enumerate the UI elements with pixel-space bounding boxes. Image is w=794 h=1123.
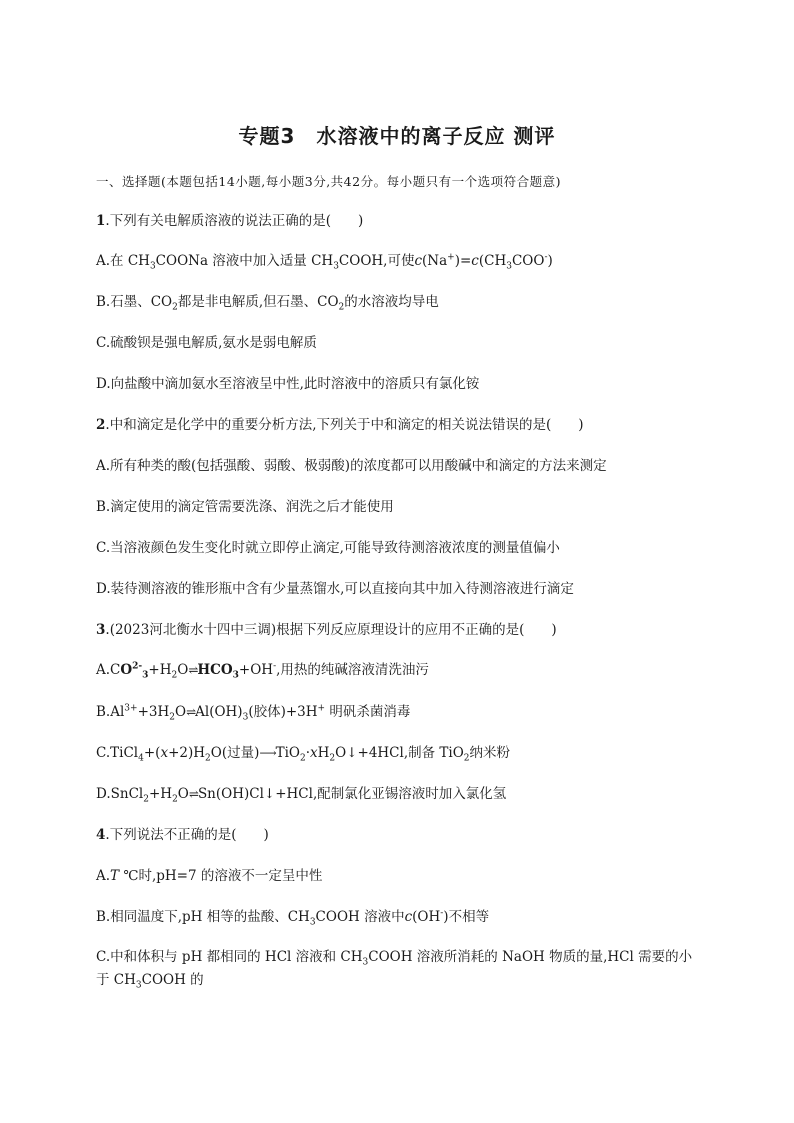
question-number: 3 — [96, 622, 106, 638]
question-1-option-c: C.硫酸钡是强电解质,氨水是弱电解质 — [96, 335, 317, 351]
question-3-option-c: $C.TiCl_4+(x+2)H_2O$(过量)$⟶TiO_2\cdot xH_2O↓+4HCl$,制备 TiO$_2$纳米粉 — [96, 745, 511, 764]
question-2-option-d: D.装待测溶液的锥形瓶中含有少量蒸馏水,可以直接向其中加入待测溶液进行滴定 — [96, 581, 574, 597]
equilibrium-arrow-icon: ⇌ — [188, 787, 198, 801]
question-4-stem: 4.下列说法不正确的是( ) — [96, 827, 269, 843]
question-2-stem: 2.中和滴定是化学中的重要分析方法,下列关于中和滴定的相关说法错误的是( ) — [96, 417, 584, 433]
reaction-arrow-icon: ⟶ — [259, 746, 276, 760]
question-1-option-a: A.在 $CH_3COONa$ 溶液中加入适量 $CH_3COOH$,可使$c(Na^+)=c(CH_3COO^-)$ — [96, 252, 553, 272]
question-2-option-a: A.所有种类的酸(包括强酸、弱酸、极弱酸)的浓度都可以用酸碱中和滴定的方法来测定 — [96, 458, 607, 474]
question-1-option-b: B.石墨、$CO_2$都是非电解质,但石墨、$CO_2$的水溶液均导电 — [96, 294, 439, 313]
question-number: 4 — [96, 827, 106, 843]
question-number: 1 — [96, 213, 106, 229]
page-title: 专题3 水溶液中的离子反应 测评 — [238, 124, 556, 148]
question-2-option-c: C.当溶液颜色发生变化时就立即停止滴定,可能导致待测溶液浓度的测量值偏小 — [96, 540, 560, 556]
question-4-option-a: A.T ℃时,pH=7 的溶液不一定呈中性 — [96, 868, 323, 884]
section-header: 一、选择题(本题包括14小题,每小题3分,共42分。每小题只有一个选项符合题意) — [96, 174, 561, 189]
question-4-option-b: B.相同温度下,pH 相等的盐酸、$CH_3COOH$ 溶液中c(OH-)不相等 — [96, 908, 490, 928]
question-3-option-b: $B.Al^{3+}+3H_2O\rightleftharpoons Al(OH)_3$(胶体)+3H+ 明矾杀菌消毒 — [96, 703, 411, 723]
question-2-option-b: B.滴定使用的滴定管需要洗涤、润洗之后才能使用 — [96, 499, 394, 515]
equilibrium-arrow-icon: ⇌ — [186, 705, 196, 719]
question-3-stem: 3.(2023河北衡水十四中三调)根据下列反应原理设计的应用不正确的是( ) — [96, 622, 557, 638]
question-number: 2 — [96, 417, 106, 433]
question-1-stem: 1.下列有关电解质溶液的说法正确的是( ) — [96, 213, 364, 229]
question-3-option-d: $D.SnCl_2+H_2O\rightleftharpoons Sn(OH)Cl↓+HCl$,配制氯化亚锡溶液时加入氯化氢 — [96, 786, 507, 805]
question-3-option-a: $A.CO^{2-}_3+H_2O\rightleftharpoons HCO_3+OH^-$,用热的纯碱溶液清洗油污 — [96, 661, 429, 681]
question-1-option-d: D.向盐酸中滴加氨水至溶液呈中性,此时溶液中的溶质只有氯化铵 — [96, 376, 480, 392]
question-4-option-c: C.中和体积与 pH 都相同的 HCl 溶液和 $CH_3COOH$ 溶液所消耗的 NaOH 物质的量,HCl 需要的小于 $CH_3COOH$ 的 — [96, 949, 693, 991]
equilibrium-arrow-icon: ⇌ — [188, 663, 198, 677]
